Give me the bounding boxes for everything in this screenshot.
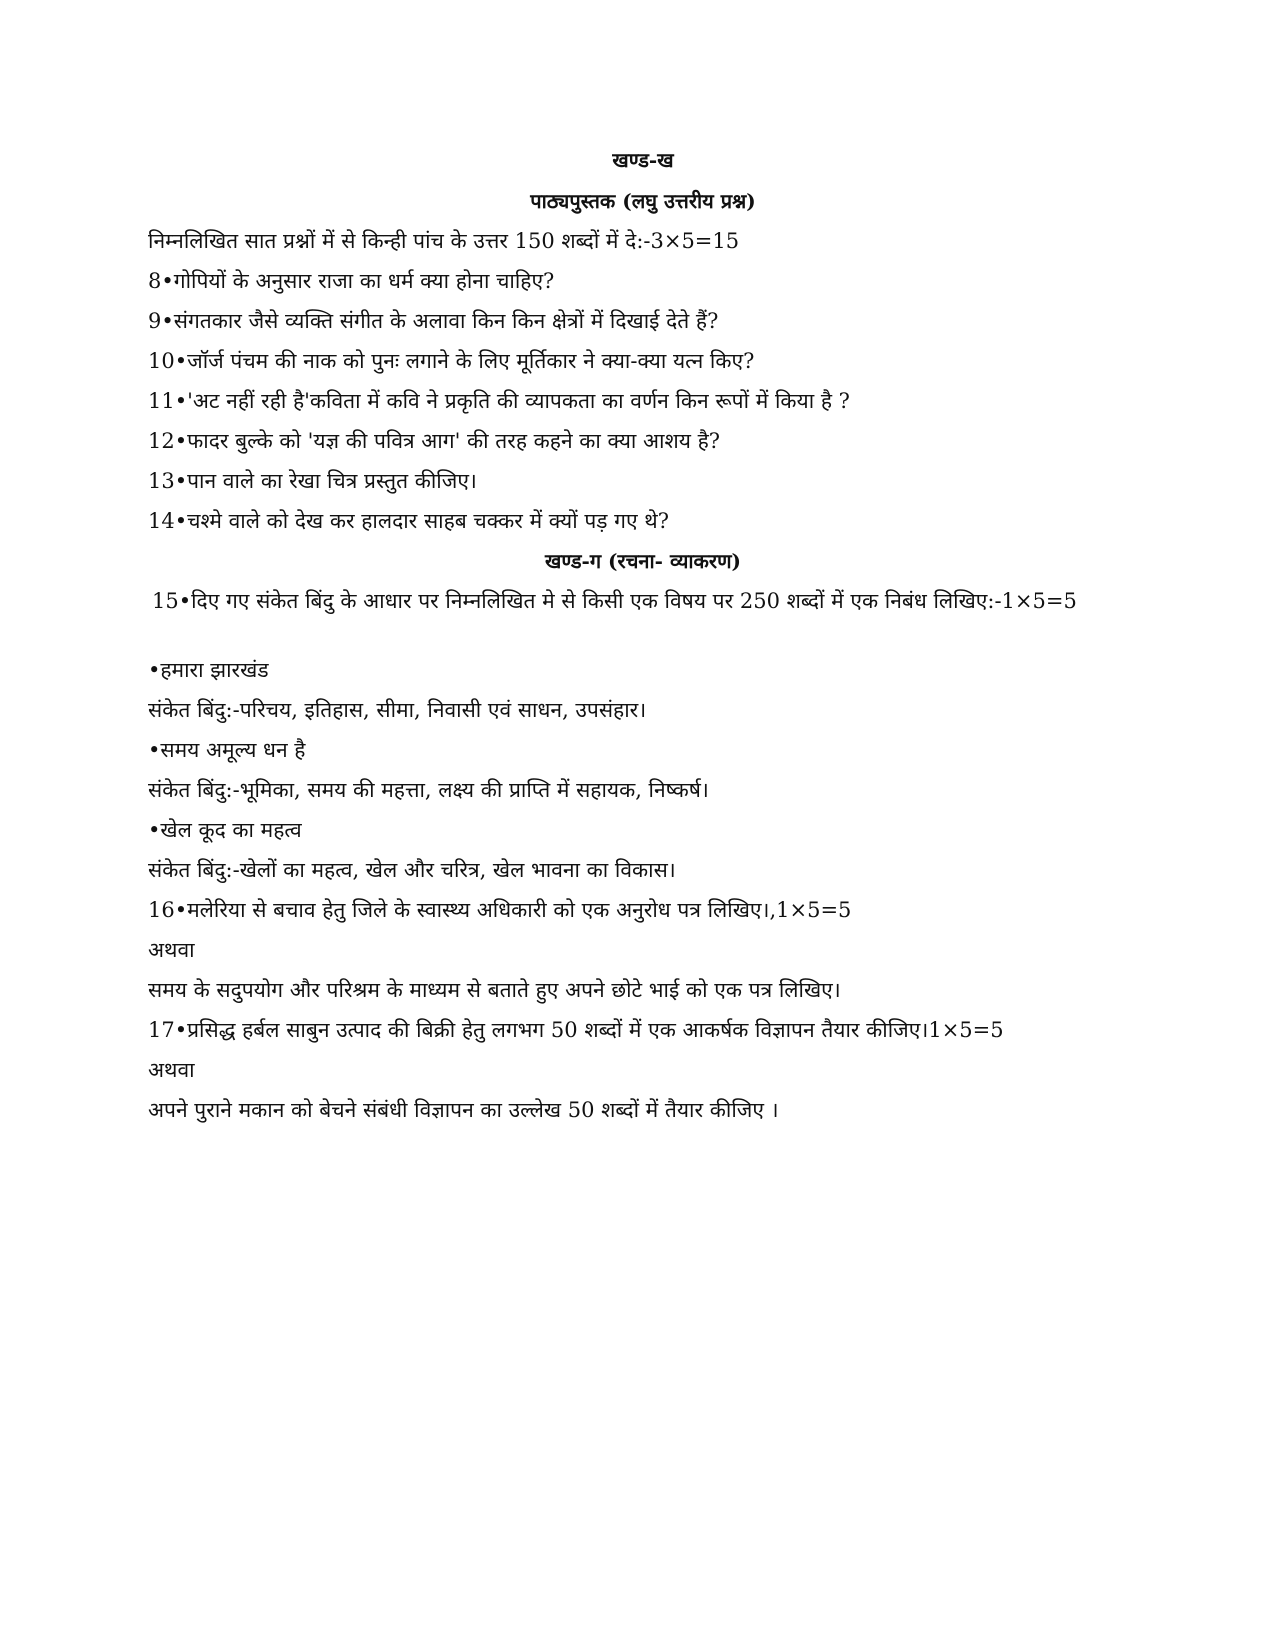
essay-topic-2-points: संकेत बिंदु:-भूमिका, समय की महत्ता, लक्ष्य की प्राप्ति में सहायक, निष्कर्ष। [148, 778, 709, 802]
question-17-alternative: अपने पुराने मकान को बेचने संबंधी विज्ञापन का उल्लेख 50 शब्दों में तैयार कीजिए । [148, 1098, 779, 1122]
essay-topic-2-title: •समय अमूल्य धन है [148, 738, 306, 762]
section-b-instruction: निम्नलिखित सात प्रश्नों में से किन्ही पांच के उत्तर 150 शब्दों में दे:-3×5=15 [148, 229, 740, 253]
question-17-or: अथवा [148, 1058, 195, 1082]
essay-topic-1-points: संकेत बिंदु:-परिचय, इतिहास, सीमा, निवासी एवं साधन, उपसंहार। [148, 698, 647, 722]
question-11: 11•'अट नहीं रही है'कविता में कवि ने प्रकृति की व्यापकता का वर्णन किन रूपों में किया है ? [148, 389, 850, 413]
document-page [148, 0, 1138, 1651]
section-b-subheading: पाठ्यपुस्तक (लघु उत्तरीय प्रश्न) [530, 189, 756, 213]
essay-topic-3-title: •खेल कूद का महत्व [148, 818, 302, 842]
question-15: 15•दिए गए संकेत बिंदु के आधार पर निम्नलिखित मे से किसी एक विषय पर 250 शब्दों में एक निबंध लिखिए:-1×5=5 [152, 589, 1077, 613]
question-16-or: अथवा [148, 938, 195, 962]
section-c-heading: खण्ड-ग (रचना- व्याकरण) [544, 549, 742, 573]
question-10: 10•जॉर्ज पंचम की नाक को पुनः लगाने के लिए मूर्तिकार ने क्या-क्या यत्न किए? [148, 349, 755, 373]
question-16-alternative: समय के सदुपयोग और परिश्रम के माध्यम से बताते हुए अपने छोटे भाई को एक पत्र लिखिए। [148, 978, 841, 1002]
question-8: 8•गोपियों के अनुसार राजा का धर्म क्या होना चाहिए? [148, 269, 555, 293]
question-16: 16•मलेरिया से बचाव हेतु जिले के स्वास्थ्य अधिकारी को एक अनुरोध पत्र लिखिए।,1×5=5 [148, 898, 852, 922]
question-14: 14•चश्मे वाले को देख कर हालदार साहब चक्कर में क्यों पड़ गए थे? [148, 509, 669, 533]
essay-topic-1-title: •हमारा झारखंड [148, 658, 269, 682]
question-13: 13•पान वाले का रेखा चित्र प्रस्तुत कीजिए। [148, 469, 477, 493]
section-b-heading: खण्ड-ख [612, 148, 674, 172]
question-12: 12•फादर बुल्के को 'यज्ञ की पवित्र आग' की तरह कहने का क्या आशय है? [148, 429, 721, 453]
question-17: 17•प्रसिद्ध हर्बल साबुन उत्पाद की बिक्री हेतु लगभग 50 शब्दों में एक आकर्षक विज्ञापन तैयार कीजिए।1×5=5 [148, 1018, 1004, 1042]
essay-topic-3-points: संकेत बिंदु:-खेलों का महत्व, खेल और चरित्र, खेल भावना का विकास। [148, 858, 676, 882]
question-9: 9•संगतकार जैसे व्यक्ति संगीत के अलावा किन किन क्षेत्रों में दिखाई देते हैं? [148, 309, 719, 333]
